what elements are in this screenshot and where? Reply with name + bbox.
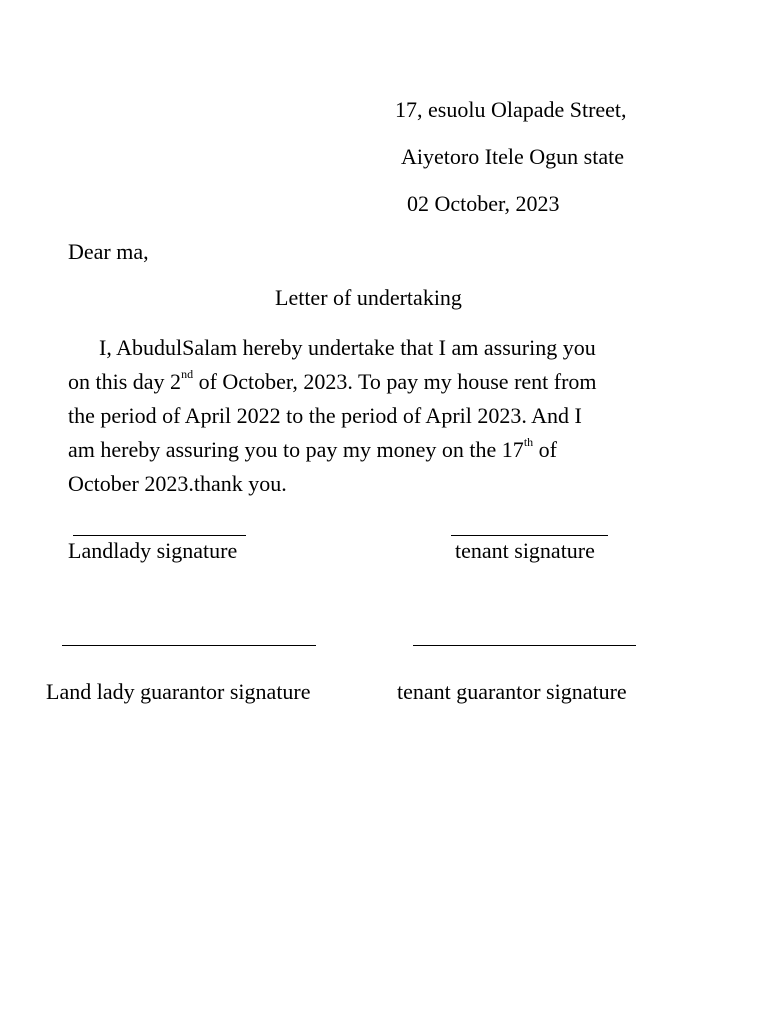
body-line-4-start: am hereby assuring you to pay my money on the 17	[68, 437, 524, 462]
body-line-2-start: on this day 2	[68, 369, 182, 394]
landlady-signature-line	[73, 535, 246, 536]
letter-body	[68, 331, 688, 501]
tenant-signature-line	[451, 535, 608, 536]
body-line-5: October 2023.thank you.	[68, 471, 287, 496]
landlady-signature-label: Landlady signature	[68, 538, 238, 563]
letter-date: 02 October, 2023	[407, 191, 560, 216]
body-line-4	[68, 433, 688, 467]
tenant-guarantor-signature-label: tenant guarantor signature	[397, 679, 627, 704]
address-line-2: Aiyetoro Itele Ogun state	[401, 144, 624, 169]
salutation: Dear ma,	[68, 239, 149, 264]
landlady-guarantor-signature-line	[62, 645, 316, 646]
ordinal-suffix: nd	[181, 367, 194, 381]
body-line-2-end: of October, 2023. To pay my house rent from	[193, 369, 597, 394]
letter-subject: Letter of undertaking	[275, 285, 462, 310]
body-line-4-end: of	[533, 437, 557, 462]
body-line-1: I, AbudulSalam hereby undertake that I am assuring you	[99, 335, 596, 360]
tenant-signature-label: tenant signature	[455, 538, 595, 563]
body-line-3: the period of April 2022 to the period of April 2023. And I	[68, 403, 582, 428]
body-line-2	[68, 365, 688, 399]
address-line-1: 17, esuolu Olapade Street,	[395, 97, 627, 122]
tenant-guarantor-signature-line	[413, 645, 636, 646]
ordinal-suffix: th	[523, 435, 534, 449]
landlady-guarantor-signature-label: Land lady guarantor signature	[46, 679, 311, 704]
